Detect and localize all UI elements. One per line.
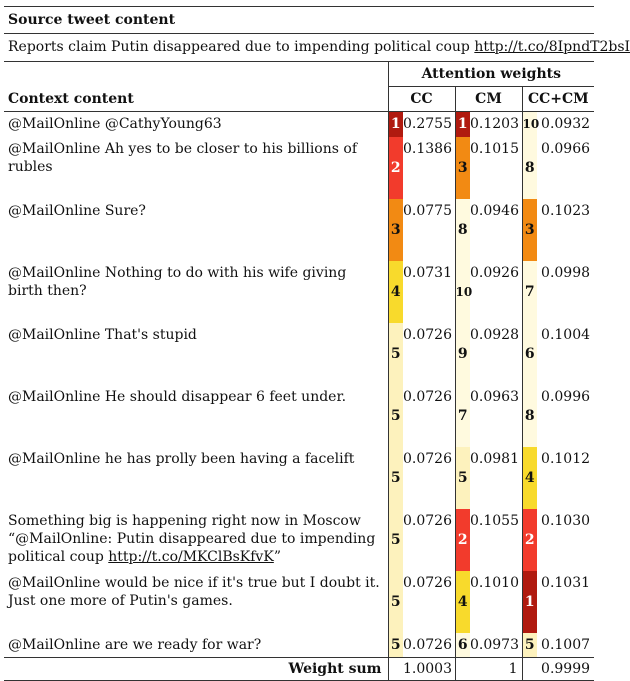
- cccm-weight: 0.1023: [541, 202, 591, 219]
- cm-weight: 0.0973: [470, 636, 519, 653]
- table-row: [4, 447, 594, 509]
- header-row-2: [4, 87, 594, 112]
- cc-rank: 5: [388, 447, 403, 509]
- context-text-body: @MailOnline That's stupid: [8, 326, 197, 343]
- context-text-body: @MailOnline Ah yes to be closer to his billions of rubles: [8, 140, 358, 175]
- cm-rank: 9: [455, 323, 470, 385]
- source-heading: Source tweet content: [4, 6, 594, 34]
- cccm-rank: 8: [522, 137, 537, 199]
- cccm-header: CC+CM: [522, 87, 594, 112]
- table-row: [4, 509, 594, 571]
- cccm-rank: 2: [522, 509, 537, 571]
- context-text: [4, 112, 388, 137]
- source-tweet-url[interactable]: http://t.co/8IpndT2bsI: [474, 39, 630, 55]
- cc-rank: 5: [388, 509, 403, 571]
- cccm-rank: 7: [522, 261, 537, 323]
- cccm-rank: 8: [522, 385, 537, 447]
- cccm-weight: 0.0932: [541, 116, 591, 132]
- cccm-rank: 1: [522, 571, 537, 633]
- cm-rank: 7: [455, 385, 470, 447]
- cm-weight: 0.0928: [470, 326, 519, 343]
- table-row: [4, 199, 594, 261]
- context-text-body: @MailOnline would be nice if it's true but I doubt it. Just one more of Putin's games.: [8, 574, 380, 609]
- cc-weight: 0.0726: [403, 450, 452, 467]
- cccm-rank: 4: [522, 447, 537, 509]
- cccm-weight: 0.0966: [541, 140, 591, 157]
- table-row: [4, 261, 594, 323]
- table-row: [4, 137, 594, 199]
- cm-weight: 0.1055: [470, 512, 519, 529]
- context-url[interactable]: http://t.co/MKClBsKfvK: [108, 548, 274, 565]
- cccm-rank: 5: [522, 633, 537, 658]
- cccm-weight: 0.1030: [541, 512, 591, 529]
- cccm-weight: 0.1031: [541, 574, 591, 591]
- cm-weight: 0.1010: [470, 574, 519, 591]
- weight-sum-cccm: 0.9999: [537, 658, 594, 681]
- cm-header: CM: [455, 87, 522, 112]
- context-text: [4, 323, 388, 385]
- cccm-rank: 10: [522, 112, 537, 137]
- context-text-body: @MailOnline Sure?: [8, 202, 146, 219]
- attention-header: Attention weights: [388, 62, 594, 87]
- table-row: [4, 633, 594, 658]
- cccm-weight: 0.0998: [541, 264, 591, 281]
- context-header: Context content: [4, 87, 388, 112]
- weight-sum-row: [4, 658, 594, 681]
- cc-rank: 4: [388, 261, 403, 323]
- cm-rank: 1: [455, 112, 470, 137]
- cm-weight: 0.1203: [470, 116, 519, 132]
- context-text: [4, 509, 388, 571]
- table-row: [4, 571, 594, 633]
- cccm-rank: 6: [522, 323, 537, 385]
- cc-rank: 3: [388, 199, 403, 261]
- context-text-body: Something big is happening right now in Moscow “@MailOnline: Putin disappeared due to impending political coup: [8, 512, 376, 565]
- attention-table: [4, 62, 594, 681]
- weight-sum-label: Weight sum: [4, 658, 388, 681]
- cm-rank: 8: [455, 199, 470, 261]
- table-row: [4, 385, 594, 447]
- cc-weight: 0.0726: [403, 636, 452, 653]
- context-text: [4, 571, 388, 633]
- source-tweet: [4, 34, 630, 62]
- cc-weight: 0.0726: [403, 388, 452, 405]
- context-text-body: @MailOnline he has prolly been having a facelift: [8, 450, 355, 467]
- cccm-weight: 0.0996: [541, 388, 591, 405]
- weight-sum-cc: 1.0003: [403, 658, 455, 681]
- context-text: [4, 137, 388, 199]
- cm-weight: 0.0926: [470, 264, 519, 281]
- cc-rank: 5: [388, 323, 403, 385]
- cm-rank: 5: [455, 447, 470, 509]
- cc-rank: 5: [388, 633, 403, 658]
- cccm-weight: 0.1004: [541, 326, 591, 343]
- cc-weight: 0.0726: [403, 326, 452, 343]
- context-text: [4, 447, 388, 509]
- cc-weight: 0.0731: [403, 264, 452, 281]
- table-row: [4, 112, 594, 137]
- table-row: [4, 323, 594, 385]
- header-row-1: [4, 62, 594, 87]
- source-tweet-text: Reports claim Putin disappeared due to impending political coup: [8, 39, 475, 55]
- cc-weight: 0.0726: [403, 574, 452, 591]
- context-text-body: @MailOnline Nothing to do with his wife giving birth then?: [8, 264, 347, 299]
- cm-weight: 0.0981: [470, 450, 519, 467]
- cc-weight: 0.2755: [403, 116, 452, 132]
- cm-weight: 0.1015: [470, 140, 519, 157]
- cc-weight: 0.0775: [403, 202, 452, 219]
- cm-rank: 2: [455, 509, 470, 571]
- cc-rank: 2: [388, 137, 403, 199]
- context-text-body: @MailOnline @CathyYoung63: [8, 116, 222, 132]
- cc-rank: 5: [388, 571, 403, 633]
- cc-rank: 5: [388, 385, 403, 447]
- context-text: [4, 385, 388, 447]
- cm-weight: 0.0963: [470, 388, 519, 405]
- cc-header: CC: [388, 87, 455, 112]
- cm-rank: 6: [455, 633, 470, 658]
- context-text-body: @MailOnline He should disappear 6 feet under.: [8, 388, 347, 405]
- context-text: [4, 633, 388, 658]
- context-text: [4, 199, 388, 261]
- cc-weight: 0.0726: [403, 512, 452, 529]
- cm-rank: 4: [455, 571, 470, 633]
- context-text: [4, 261, 388, 323]
- weight-sum-cm: 1: [470, 658, 522, 681]
- cm-weight: 0.0946: [470, 202, 519, 219]
- cccm-weight: 0.1012: [541, 450, 591, 467]
- cccm-rank: 3: [522, 199, 537, 261]
- cccm-weight: 0.1007: [541, 636, 591, 653]
- cm-rank: 10: [455, 261, 470, 323]
- cc-rank: 1: [388, 112, 403, 137]
- cm-rank: 3: [455, 137, 470, 199]
- context-text-body: @MailOnline are we ready for war?: [8, 636, 262, 653]
- cc-weight: 0.1386: [403, 140, 452, 157]
- context-text-tail: ”: [273, 548, 281, 565]
